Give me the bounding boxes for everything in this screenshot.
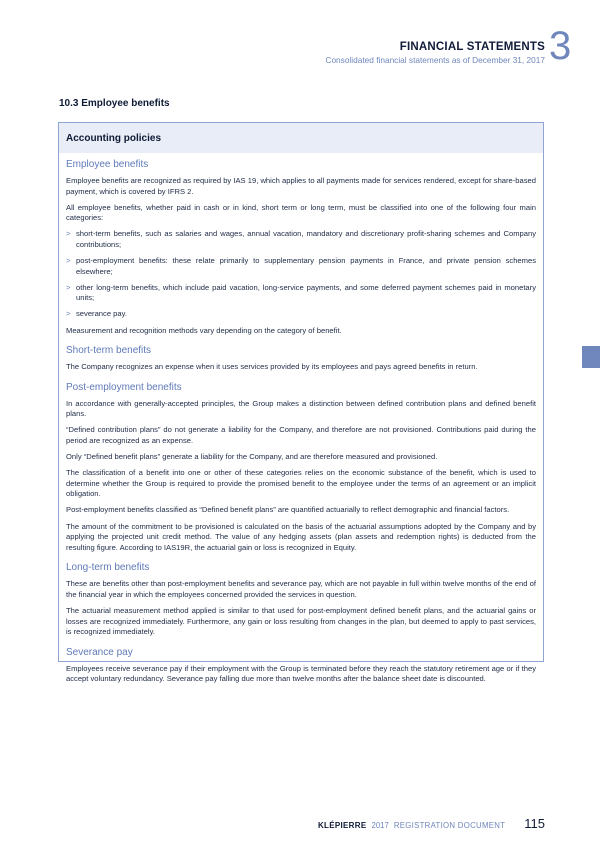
subheading-short-term-benefits: Short-term benefits — [66, 345, 152, 357]
bullet-item — [66, 256, 536, 277]
bullet-item — [66, 229, 536, 250]
paragraph: Post-employment benefits classified as “Defined benefit plans” are quantified actuarially to reflect demographic and financial factors. — [66, 505, 510, 515]
subheading-post-employment-benefits: Post-employment benefits — [66, 381, 182, 393]
footer-document: REGISTRATION DOCUMENT — [393, 821, 506, 830]
paragraph: The actuarial measurement method applied is similar to that used for post-employment defined benefit plans, and the actuarial gains or losses are recognized immediately. Furthermore, any gain or loss resulting from changes in the plan, but deemed to apply to past services, is recognized immediately. — [66, 606, 536, 637]
bullet-marker: > — [66, 256, 71, 266]
bullet-text: other long-term benefits, which include paid vacation, long-service payments, and some deferred payment schemes paid in monetary units; — [76, 282, 536, 303]
paragraph: All employee benefits, whether paid in cash or in kind, short term or long term, must be classified into one of the following four main categories: — [66, 202, 536, 223]
paragraph: The classification of a benefit into one or other of these categories relies on the economic substance of the benefit, which is used to determine whether the Group is required to provide the promised benefit to the employee under the terms of an agreement or an implicit obligation. — [66, 468, 536, 499]
subheading-long-term-benefits: Long-term benefits — [66, 562, 150, 574]
bullet-marker: > — [66, 309, 71, 319]
paragraph: The Company recognizes an expense when it uses services provided by its employees and pays agreed benefits in return. — [66, 362, 478, 372]
box-heading: Accounting policies — [59, 123, 543, 153]
bullet-text: severance pay. — [76, 309, 127, 319]
paragraph: Employees receive severance pay if their employment with the Group is terminated before they reach the statutory retirement age or if they accept voluntary redundancy. Severance pay falling due more than twelve months after the balance sheet date is discounted. — [66, 663, 536, 684]
paragraph: Employee benefits are recognized as required by IAS 19, which applies to all payments made for services rendered, except for share-based payment, which is covered by IFRS 2. — [66, 176, 536, 196]
bullet-text: short-term benefits, such as salaries and wages, annual vacation, mandatory and discretionary profit-sharing schemes and Company contributions; — [76, 229, 536, 249]
footer-year: 2017 — [371, 821, 389, 830]
paragraph: The amount of the commitment to be provisioned is calculated on the basis of the actuarial assumptions adopted by the Company and by applying the projected unit credit method. The value of any hedging assets (plan assets and redemption rights) is deducted from the resulting figure. According to IAS19R, the actuarial gain or loss is recognized in Equity. — [66, 521, 536, 552]
subheading-severance-pay: Severance pay — [66, 646, 133, 658]
bullet-text: post-employment benefits: these relate primarily to supplementary pension payments in France, and private pension schemes elsewhere; — [76, 256, 536, 276]
chapter-side-tab — [582, 346, 600, 368]
paragraph: These are benefits other than post-employment benefits and severance pay, which are not payable in full within twelve months of the end of the financial year in which the employees concerned provided the services in question. — [66, 579, 536, 599]
footer — [318, 817, 545, 830]
header-subtitle: Consolidated financial statements as of December 31, 2017 — [325, 55, 545, 65]
bullet-marker: > — [66, 282, 71, 292]
section-title: 10.3 Employee benefits — [59, 98, 170, 109]
footer-brand: KLÉPIERRE — [317, 821, 367, 830]
bullet-marker: > — [66, 229, 71, 239]
header-title: FINANCIAL STATEMENTS — [399, 41, 545, 53]
page-number: 115 — [524, 816, 545, 831]
accounting-policies-box — [58, 122, 544, 684]
box-body — [59, 153, 543, 685]
paragraph: In accordance with generally-accepted principles, the Group makes a distinction between defined contribution plans and defined benefit plans. — [66, 398, 536, 419]
bullet-item — [66, 283, 536, 304]
chapter-number: 3 — [549, 24, 572, 68]
subheading-employee-benefits: Employee benefits — [66, 159, 149, 170]
bullet-item — [66, 309, 536, 320]
paragraph: Measurement and recognition methods vary depending on the category of benefit. — [66, 325, 342, 335]
paragraph: Only “Defined benefit plans” generate a liability for the Company, and are therefore measured and provisioned. — [66, 452, 438, 462]
paragraph: “Defined contribution plans” do not generate a liability for the Company, and therefore are not provisioned. Contributions paid during the period are recognized as an expense. — [66, 425, 536, 445]
